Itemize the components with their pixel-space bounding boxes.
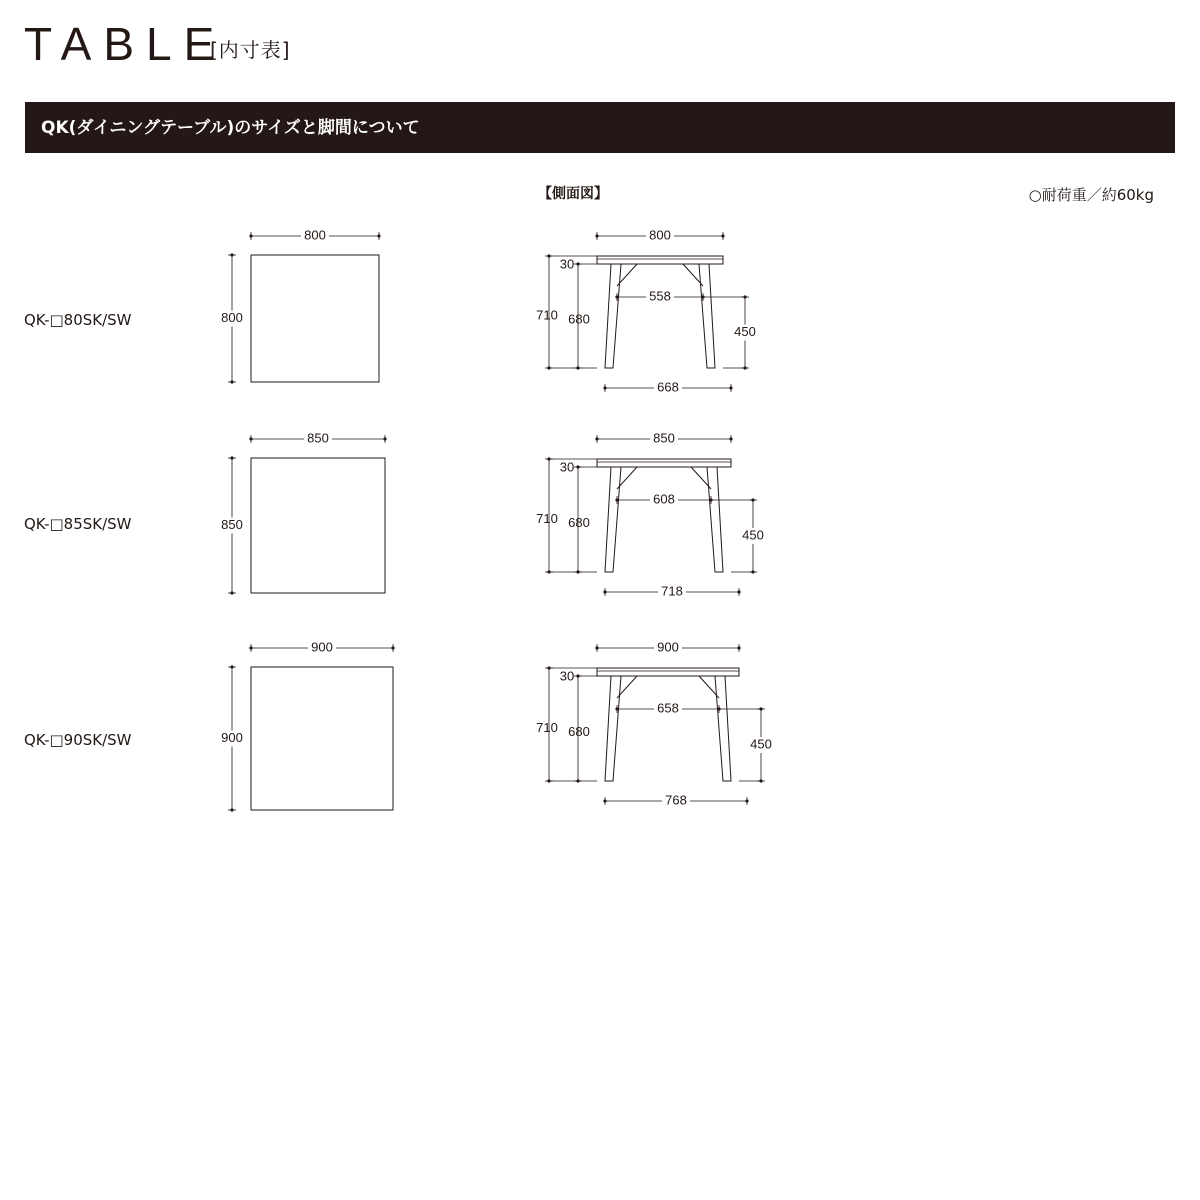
tabletop-plan-outline xyxy=(251,255,379,382)
model-label-80: QK-□80SK/SW xyxy=(24,311,132,329)
table-drawing-900 xyxy=(220,639,775,811)
inner-span-label: 658 xyxy=(657,700,679,716)
leg-left xyxy=(605,467,621,572)
clearance-height-label: 450 xyxy=(734,323,756,339)
dimension-dot xyxy=(729,437,732,440)
dimension-dot xyxy=(230,591,233,594)
dimension-dot xyxy=(230,808,233,811)
top-thickness-label: 30 xyxy=(559,668,575,684)
model-label-90: QK-□90SK/SW xyxy=(24,731,132,749)
leg-height-label: 680 xyxy=(568,311,590,327)
top-thickness-label: 30 xyxy=(559,459,575,475)
side-width-label: 900 xyxy=(657,639,679,655)
dimension-dot xyxy=(595,646,598,649)
dimension-dot xyxy=(230,665,233,668)
load-capacity-note: ○耐荷重／約60kg xyxy=(1028,186,1154,204)
side-view-heading: 【側面図】 xyxy=(538,186,608,202)
dimension-dot xyxy=(721,234,724,237)
leg-right xyxy=(715,676,731,781)
dimension-dot xyxy=(230,456,233,459)
total-height-label: 710 xyxy=(536,719,558,735)
total-height-label: 710 xyxy=(536,510,558,526)
dimension-dot xyxy=(595,234,598,237)
leg-height-label: 680 xyxy=(568,723,590,739)
plan-width-label: 900 xyxy=(311,639,333,655)
plan-width-label: 850 xyxy=(307,430,329,446)
leg-left xyxy=(605,264,621,368)
dimension-dot xyxy=(249,234,252,237)
foot-span-label: 668 xyxy=(657,379,679,395)
tabletop-plan-outline xyxy=(251,458,385,593)
dimension-dot xyxy=(230,380,233,383)
total-height-label: 710 xyxy=(536,307,558,323)
page-subtitle: [内寸表] xyxy=(210,38,291,62)
leg-left xyxy=(605,676,621,781)
dimension-dot xyxy=(615,295,618,298)
plan-depth-label: 900 xyxy=(221,729,243,745)
foot-span-label: 718 xyxy=(661,583,683,599)
leg-height-label: 680 xyxy=(568,514,590,530)
clearance-height-label: 450 xyxy=(742,527,764,543)
tabletop-side xyxy=(597,256,723,264)
plan-depth-label: 850 xyxy=(221,516,243,532)
dimension-dot xyxy=(745,799,748,802)
section-banner-text: QK(ダイニングテーブル)のサイズと脚間について xyxy=(41,118,420,138)
dimension-dot xyxy=(615,498,618,501)
dimension-dot xyxy=(595,437,598,440)
dimension-dot xyxy=(603,590,606,593)
dimension-dot xyxy=(230,253,233,256)
table-drawing-800 xyxy=(220,227,759,394)
dimension-dot xyxy=(249,437,252,440)
dimension-dot xyxy=(377,234,380,237)
top-thickness-label: 30 xyxy=(559,256,575,272)
plan-depth-label: 800 xyxy=(221,309,243,325)
leg-right xyxy=(699,264,715,368)
dimension-dot xyxy=(603,386,606,389)
inner-span-label: 558 xyxy=(649,288,671,304)
foot-span-label: 768 xyxy=(665,792,687,808)
plan-width-label: 800 xyxy=(304,227,326,243)
tabletop-side xyxy=(597,668,739,676)
dimension-dot xyxy=(249,646,252,649)
dimension-dot xyxy=(383,437,386,440)
tabletop-plan-outline xyxy=(251,667,393,810)
clearance-height-label: 450 xyxy=(750,736,772,752)
dimension-dot xyxy=(615,707,618,710)
leg-right xyxy=(707,467,723,572)
side-width-label: 850 xyxy=(653,430,675,446)
dimension-dot xyxy=(737,590,740,593)
page-title: TABLE xyxy=(24,18,227,70)
dimension-dot xyxy=(391,646,394,649)
dimension-dot xyxy=(737,646,740,649)
table-drawing-850 xyxy=(220,430,767,598)
dimension-dot xyxy=(603,799,606,802)
dimension-dot xyxy=(729,386,732,389)
tabletop-side xyxy=(597,459,731,467)
side-width-label: 800 xyxy=(649,227,671,243)
inner-span-label: 608 xyxy=(653,491,675,507)
model-label-85: QK-□85SK/SW xyxy=(24,515,132,533)
